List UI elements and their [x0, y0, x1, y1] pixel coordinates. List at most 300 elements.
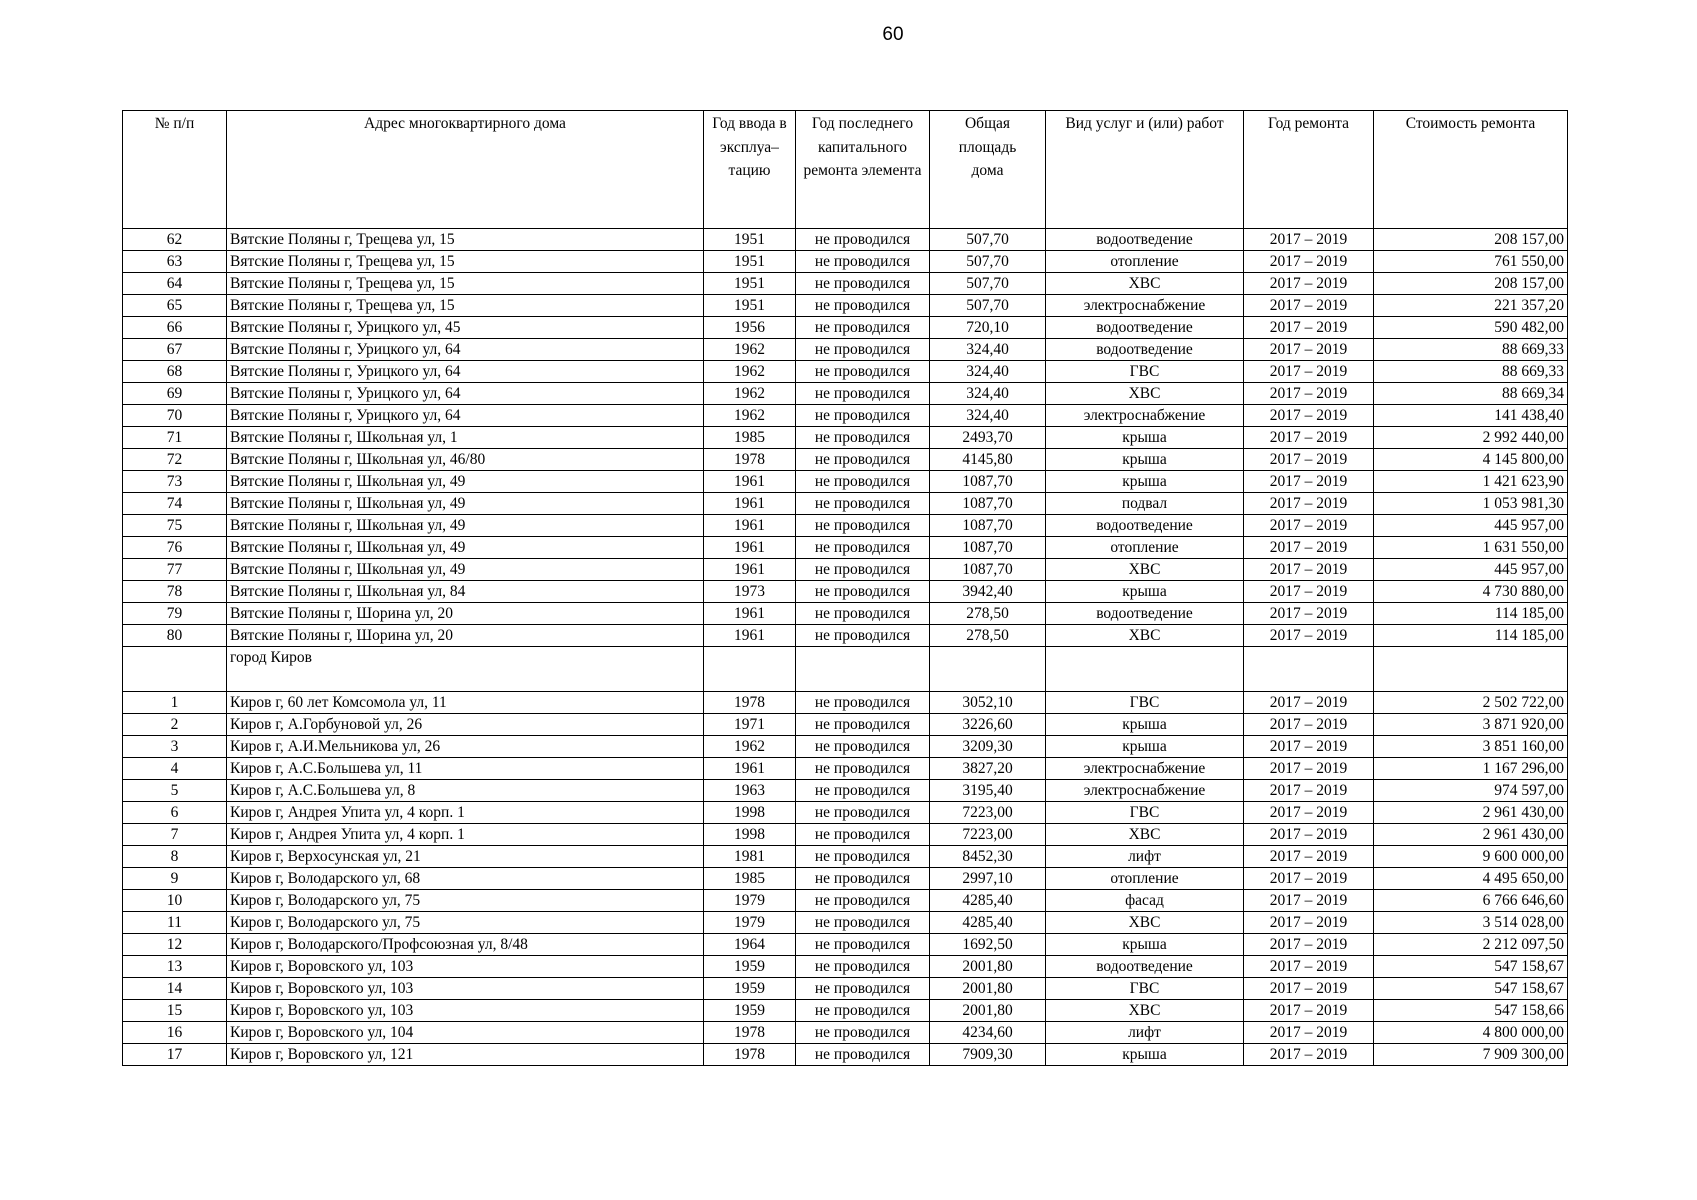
section-title: город Киров [227, 647, 704, 692]
row-commission-year: 1951 [704, 229, 796, 251]
row-service-type: водоотведение [1046, 603, 1244, 625]
row-commission-year: 1956 [704, 317, 796, 339]
row-area: 507,70 [930, 273, 1046, 295]
row-repair-year: 2017 – 2019 [1244, 1000, 1374, 1022]
row-repair-year: 2017 – 2019 [1244, 471, 1374, 493]
row-number: 6 [123, 802, 227, 824]
section-number-cell [123, 647, 227, 692]
table-row [123, 493, 1568, 515]
table-row [123, 405, 1568, 427]
table-row [123, 824, 1568, 846]
row-last-repair: не проводился [796, 449, 930, 471]
row-service-type: электроснабжение [1046, 780, 1244, 802]
row-repair-year: 2017 – 2019 [1244, 780, 1374, 802]
row-service-type: крыша [1046, 471, 1244, 493]
row-repair-year: 2017 – 2019 [1244, 956, 1374, 978]
row-cost: 141 438,40 [1374, 405, 1568, 427]
row-address: Вятские Поляны г, Урицкого ул, 64 [227, 405, 704, 427]
row-repair-year: 2017 – 2019 [1244, 912, 1374, 934]
row-repair-year: 2017 – 2019 [1244, 339, 1374, 361]
row-service-type: электроснабжение [1046, 405, 1244, 427]
row-commission-year: 1978 [704, 1044, 796, 1066]
row-cost: 114 185,00 [1374, 625, 1568, 647]
row-address: Киров г, Верхосунская ул, 21 [227, 846, 704, 868]
row-address: Вятские Поляны г, Школьная ул, 1 [227, 427, 704, 449]
row-service-type: электроснабжение [1046, 295, 1244, 317]
row-area: 1087,70 [930, 537, 1046, 559]
row-service-type: водоотведение [1046, 956, 1244, 978]
row-cost: 114 185,00 [1374, 603, 1568, 625]
row-area: 4285,40 [930, 890, 1046, 912]
section-empty-cell [704, 647, 796, 692]
row-commission-year: 1978 [704, 1022, 796, 1044]
row-service-type: отопление [1046, 251, 1244, 273]
row-commission-year: 1951 [704, 295, 796, 317]
row-commission-year: 1962 [704, 736, 796, 758]
row-last-repair: не проводился [796, 537, 930, 559]
row-cost: 2 992 440,00 [1374, 427, 1568, 449]
table-row [123, 317, 1568, 339]
table-row [123, 890, 1568, 912]
row-last-repair: не проводился [796, 229, 930, 251]
row-number: 78 [123, 581, 227, 603]
row-area: 4285,40 [930, 912, 1046, 934]
row-last-repair: не проводился [796, 758, 930, 780]
row-address: Вятские Поляны г, Урицкого ул, 64 [227, 383, 704, 405]
table-row [123, 978, 1568, 1000]
row-service-type: крыша [1046, 736, 1244, 758]
row-number: 10 [123, 890, 227, 912]
row-commission-year: 1959 [704, 956, 796, 978]
row-commission-year: 1979 [704, 912, 796, 934]
row-service-type: крыша [1046, 449, 1244, 471]
row-commission-year: 1961 [704, 603, 796, 625]
header-repair-cost: Стоимость ремонта [1374, 111, 1568, 229]
row-address: Киров г, А.И.Мельникова ул, 26 [227, 736, 704, 758]
row-number: 80 [123, 625, 227, 647]
row-commission-year: 1964 [704, 934, 796, 956]
header-service-type: Вид услуг и (или) работ [1046, 111, 1244, 229]
row-number: 8 [123, 846, 227, 868]
row-repair-year: 2017 – 2019 [1244, 934, 1374, 956]
row-number: 69 [123, 383, 227, 405]
row-number: 66 [123, 317, 227, 339]
row-area: 278,50 [930, 625, 1046, 647]
row-commission-year: 1985 [704, 868, 796, 890]
row-number: 13 [123, 956, 227, 978]
row-area: 8452,30 [930, 846, 1046, 868]
row-cost: 2 212 097,50 [1374, 934, 1568, 956]
row-address: Киров г, Воровского ул, 103 [227, 956, 704, 978]
row-cost: 1 421 623,90 [1374, 471, 1568, 493]
row-number: 63 [123, 251, 227, 273]
row-cost: 221 357,20 [1374, 295, 1568, 317]
row-address: Вятские Поляны г, Трещева ул, 15 [227, 251, 704, 273]
row-cost: 2 961 430,00 [1374, 802, 1568, 824]
row-cost: 974 597,00 [1374, 780, 1568, 802]
row-commission-year: 1971 [704, 714, 796, 736]
row-last-repair: не проводился [796, 802, 930, 824]
row-area: 4145,80 [930, 449, 1046, 471]
row-number: 9 [123, 868, 227, 890]
table-row [123, 780, 1568, 802]
table-body-group-1 [123, 229, 1568, 647]
row-cost: 1 167 296,00 [1374, 758, 1568, 780]
row-repair-year: 2017 – 2019 [1244, 692, 1374, 714]
row-address: Киров г, Володарского ул, 68 [227, 868, 704, 890]
row-address: Вятские Поляны г, Трещева ул, 15 [227, 229, 704, 251]
row-address: Вятские Поляны г, Урицкого ул, 64 [227, 339, 704, 361]
row-commission-year: 1998 [704, 802, 796, 824]
row-area: 507,70 [930, 295, 1046, 317]
row-repair-year: 2017 – 2019 [1244, 559, 1374, 581]
row-cost: 208 157,00 [1374, 273, 1568, 295]
row-address: Вятские Поляны г, Урицкого ул, 45 [227, 317, 704, 339]
row-cost: 6 766 646,60 [1374, 890, 1568, 912]
row-repair-year: 2017 – 2019 [1244, 846, 1374, 868]
row-number: 3 [123, 736, 227, 758]
row-number: 4 [123, 758, 227, 780]
row-address: Вятские Поляны г, Школьная ул, 49 [227, 515, 704, 537]
table-row [123, 229, 1568, 251]
section-row [123, 647, 1568, 692]
table-row [123, 559, 1568, 581]
table-row [123, 1044, 1568, 1066]
row-service-type: ГВС [1046, 802, 1244, 824]
table-header [123, 111, 1568, 229]
row-service-type: водоотведение [1046, 229, 1244, 251]
header-total-area: Общая площадь дома [930, 111, 1046, 229]
table-row [123, 251, 1568, 273]
row-number: 2 [123, 714, 227, 736]
row-repair-year: 2017 – 2019 [1244, 603, 1374, 625]
row-area: 1087,70 [930, 515, 1046, 537]
row-cost: 4 800 000,00 [1374, 1022, 1568, 1044]
row-number: 76 [123, 537, 227, 559]
header-commission-year: Год ввода в эксплуа–тацию [704, 111, 796, 229]
row-number: 64 [123, 273, 227, 295]
row-area: 324,40 [930, 383, 1046, 405]
row-repair-year: 2017 – 2019 [1244, 449, 1374, 471]
row-address: Вятские Поляны г, Школьная ул, 49 [227, 493, 704, 515]
row-area: 7223,00 [930, 824, 1046, 846]
row-commission-year: 1961 [704, 493, 796, 515]
row-last-repair: не проводился [796, 868, 930, 890]
table-row [123, 295, 1568, 317]
row-area: 7909,30 [930, 1044, 1046, 1066]
row-cost: 1 631 550,00 [1374, 537, 1568, 559]
row-last-repair: не проводился [796, 339, 930, 361]
row-number: 73 [123, 471, 227, 493]
row-area: 7223,00 [930, 802, 1046, 824]
row-commission-year: 1998 [704, 824, 796, 846]
row-cost: 1 053 981,30 [1374, 493, 1568, 515]
row-area: 1692,50 [930, 934, 1046, 956]
row-number: 1 [123, 692, 227, 714]
row-service-type: водоотведение [1046, 515, 1244, 537]
row-service-type: крыша [1046, 581, 1244, 603]
row-area: 324,40 [930, 361, 1046, 383]
row-repair-year: 2017 – 2019 [1244, 361, 1374, 383]
row-area: 3195,40 [930, 780, 1046, 802]
row-number: 77 [123, 559, 227, 581]
row-number: 74 [123, 493, 227, 515]
row-number: 70 [123, 405, 227, 427]
row-number: 67 [123, 339, 227, 361]
row-service-type: ГВС [1046, 978, 1244, 1000]
row-cost: 547 158,67 [1374, 956, 1568, 978]
row-repair-year: 2017 – 2019 [1244, 493, 1374, 515]
row-address: Вятские Поляны г, Трещева ул, 15 [227, 295, 704, 317]
row-commission-year: 1962 [704, 405, 796, 427]
row-last-repair: не проводился [796, 780, 930, 802]
row-repair-year: 2017 – 2019 [1244, 802, 1374, 824]
section-empty-cell [796, 647, 930, 692]
row-repair-year: 2017 – 2019 [1244, 890, 1374, 912]
section-empty-cell [1244, 647, 1374, 692]
row-area: 507,70 [930, 251, 1046, 273]
row-cost: 9 600 000,00 [1374, 846, 1568, 868]
row-address: Киров г, А.С.Большева ул, 8 [227, 780, 704, 802]
row-number: 71 [123, 427, 227, 449]
row-last-repair: не проводился [796, 405, 930, 427]
row-cost: 2 961 430,00 [1374, 824, 1568, 846]
row-service-type: водоотведение [1046, 339, 1244, 361]
row-commission-year: 1961 [704, 537, 796, 559]
table-row [123, 758, 1568, 780]
row-repair-year: 2017 – 2019 [1244, 736, 1374, 758]
table-row [123, 736, 1568, 758]
row-address: Вятские Поляны г, Школьная ул, 46/80 [227, 449, 704, 471]
row-commission-year: 1959 [704, 978, 796, 1000]
row-cost: 88 669,33 [1374, 339, 1568, 361]
row-repair-year: 2017 – 2019 [1244, 383, 1374, 405]
row-address: Киров г, Воровского ул, 103 [227, 1000, 704, 1022]
row-commission-year: 1961 [704, 515, 796, 537]
row-last-repair: не проводился [796, 1000, 930, 1022]
row-service-type: отопление [1046, 537, 1244, 559]
row-area: 1087,70 [930, 471, 1046, 493]
row-cost: 445 957,00 [1374, 515, 1568, 537]
row-address: Киров г, Володарского/Профсоюзная ул, 8/48 [227, 934, 704, 956]
row-address: Вятские Поляны г, Школьная ул, 49 [227, 471, 704, 493]
section-empty-cell [930, 647, 1046, 692]
table-row [123, 537, 1568, 559]
row-last-repair: не проводился [796, 912, 930, 934]
row-service-type: лифт [1046, 1022, 1244, 1044]
row-area: 2997,10 [930, 868, 1046, 890]
table-row [123, 603, 1568, 625]
row-repair-year: 2017 – 2019 [1244, 317, 1374, 339]
table-row [123, 714, 1568, 736]
row-repair-year: 2017 – 2019 [1244, 515, 1374, 537]
table-row [123, 934, 1568, 956]
row-cost: 445 957,00 [1374, 559, 1568, 581]
row-area: 2001,80 [930, 956, 1046, 978]
row-area: 3827,20 [930, 758, 1046, 780]
row-number: 68 [123, 361, 227, 383]
row-service-type: ХВС [1046, 824, 1244, 846]
row-address: Киров г, А.С.Большева ул, 11 [227, 758, 704, 780]
row-last-repair: не проводился [796, 317, 930, 339]
row-last-repair: не проводился [796, 559, 930, 581]
header-last-repair-year: Год последнего капитального ремонта элемента [796, 111, 930, 229]
row-service-type: крыша [1046, 427, 1244, 449]
table-row [123, 802, 1568, 824]
row-repair-year: 2017 – 2019 [1244, 295, 1374, 317]
row-repair-year: 2017 – 2019 [1244, 273, 1374, 295]
row-commission-year: 1962 [704, 339, 796, 361]
row-repair-year: 2017 – 2019 [1244, 978, 1374, 1000]
row-number: 16 [123, 1022, 227, 1044]
row-cost: 88 669,33 [1374, 361, 1568, 383]
row-last-repair: не проводился [796, 846, 930, 868]
row-cost: 547 158,67 [1374, 978, 1568, 1000]
row-repair-year: 2017 – 2019 [1244, 251, 1374, 273]
row-service-type: ХВС [1046, 559, 1244, 581]
row-last-repair: не проводился [796, 361, 930, 383]
row-repair-year: 2017 – 2019 [1244, 229, 1374, 251]
table-row [123, 449, 1568, 471]
row-service-type: ХВС [1046, 273, 1244, 295]
row-area: 2001,80 [930, 978, 1046, 1000]
row-area: 278,50 [930, 603, 1046, 625]
row-service-type: водоотведение [1046, 317, 1244, 339]
row-repair-year: 2017 – 2019 [1244, 625, 1374, 647]
header-number: № п/п [123, 111, 227, 229]
row-area: 1087,70 [930, 559, 1046, 581]
section-empty-cell [1046, 647, 1244, 692]
row-cost: 3 871 920,00 [1374, 714, 1568, 736]
row-number: 65 [123, 295, 227, 317]
row-repair-year: 2017 – 2019 [1244, 1022, 1374, 1044]
row-number: 12 [123, 934, 227, 956]
page-number: 60 [882, 24, 904, 45]
row-number: 75 [123, 515, 227, 537]
row-area: 3942,40 [930, 581, 1046, 603]
row-last-repair: не проводился [796, 890, 930, 912]
row-number: 15 [123, 1000, 227, 1022]
row-service-type: ХВС [1046, 912, 1244, 934]
row-commission-year: 1961 [704, 625, 796, 647]
row-service-type: ГВС [1046, 692, 1244, 714]
row-area: 3226,60 [930, 714, 1046, 736]
row-service-type: электроснабжение [1046, 758, 1244, 780]
row-commission-year: 1978 [704, 449, 796, 471]
row-cost: 4 145 800,00 [1374, 449, 1568, 471]
row-service-type: ХВС [1046, 625, 1244, 647]
row-commission-year: 1961 [704, 758, 796, 780]
row-commission-year: 1961 [704, 559, 796, 581]
row-cost: 547 158,66 [1374, 1000, 1568, 1022]
row-number: 72 [123, 449, 227, 471]
row-address: Киров г, Воровского ул, 121 [227, 1044, 704, 1066]
row-commission-year: 1985 [704, 427, 796, 449]
table-row [123, 956, 1568, 978]
row-commission-year: 1973 [704, 581, 796, 603]
row-commission-year: 1962 [704, 361, 796, 383]
row-number: 14 [123, 978, 227, 1000]
row-address: Вятские Поляны г, Школьная ул, 84 [227, 581, 704, 603]
row-address: Киров г, А.Горбуновой ул, 26 [227, 714, 704, 736]
header-address: Адрес многоквартирного дома [227, 111, 704, 229]
table-row [123, 846, 1568, 868]
row-repair-year: 2017 – 2019 [1244, 581, 1374, 603]
row-cost: 88 669,34 [1374, 383, 1568, 405]
row-address: Киров г, 60 лет Комсомола ул, 11 [227, 692, 704, 714]
table-body-section [123, 647, 1568, 692]
row-address: Киров г, Воровского ул, 103 [227, 978, 704, 1000]
row-cost: 3 851 160,00 [1374, 736, 1568, 758]
row-commission-year: 1978 [704, 692, 796, 714]
row-last-repair: не проводился [796, 471, 930, 493]
table-row [123, 515, 1568, 537]
row-repair-year: 2017 – 2019 [1244, 405, 1374, 427]
table-row [123, 383, 1568, 405]
row-repair-year: 2017 – 2019 [1244, 714, 1374, 736]
table-row [123, 427, 1568, 449]
row-service-type: отопление [1046, 868, 1244, 890]
row-cost: 4 495 650,00 [1374, 868, 1568, 890]
row-address: Киров г, Володарского ул, 75 [227, 912, 704, 934]
table-row [123, 1000, 1568, 1022]
table-row [123, 912, 1568, 934]
row-address: Киров г, Володарского ул, 75 [227, 890, 704, 912]
row-repair-year: 2017 – 2019 [1244, 824, 1374, 846]
row-last-repair: не проводился [796, 824, 930, 846]
row-number: 5 [123, 780, 227, 802]
row-last-repair: не проводился [796, 295, 930, 317]
row-repair-year: 2017 – 2019 [1244, 537, 1374, 559]
row-last-repair: не проводился [796, 956, 930, 978]
row-last-repair: не проводился [796, 493, 930, 515]
row-area: 324,40 [930, 405, 1046, 427]
row-area: 2001,80 [930, 1000, 1046, 1022]
row-area: 507,70 [930, 229, 1046, 251]
row-repair-year: 2017 – 2019 [1244, 427, 1374, 449]
row-commission-year: 1951 [704, 251, 796, 273]
row-address: Вятские Поляны г, Школьная ул, 49 [227, 537, 704, 559]
row-last-repair: не проводился [796, 515, 930, 537]
table-row [123, 471, 1568, 493]
row-service-type: крыша [1046, 1044, 1244, 1066]
row-last-repair: не проводился [796, 383, 930, 405]
row-service-type: крыша [1046, 934, 1244, 956]
row-last-repair: не проводился [796, 934, 930, 956]
row-last-repair: не проводился [796, 736, 930, 758]
row-last-repair: не проводился [796, 1044, 930, 1066]
row-area: 1087,70 [930, 493, 1046, 515]
row-service-type: ХВС [1046, 383, 1244, 405]
row-commission-year: 1951 [704, 273, 796, 295]
row-number: 62 [123, 229, 227, 251]
row-last-repair: не проводился [796, 714, 930, 736]
row-cost: 590 482,00 [1374, 317, 1568, 339]
row-last-repair: не проводился [796, 978, 930, 1000]
row-area: 720,10 [930, 317, 1046, 339]
row-service-type: подвал [1046, 493, 1244, 515]
row-cost: 4 730 880,00 [1374, 581, 1568, 603]
row-last-repair: не проводился [796, 427, 930, 449]
row-number: 17 [123, 1044, 227, 1066]
row-area: 2493,70 [930, 427, 1046, 449]
row-last-repair: не проводился [796, 603, 930, 625]
repair-register-table [122, 110, 1568, 1066]
row-commission-year: 1963 [704, 780, 796, 802]
row-cost: 7 909 300,00 [1374, 1044, 1568, 1066]
table-body-group-2 [123, 692, 1568, 1066]
table-row [123, 1022, 1568, 1044]
